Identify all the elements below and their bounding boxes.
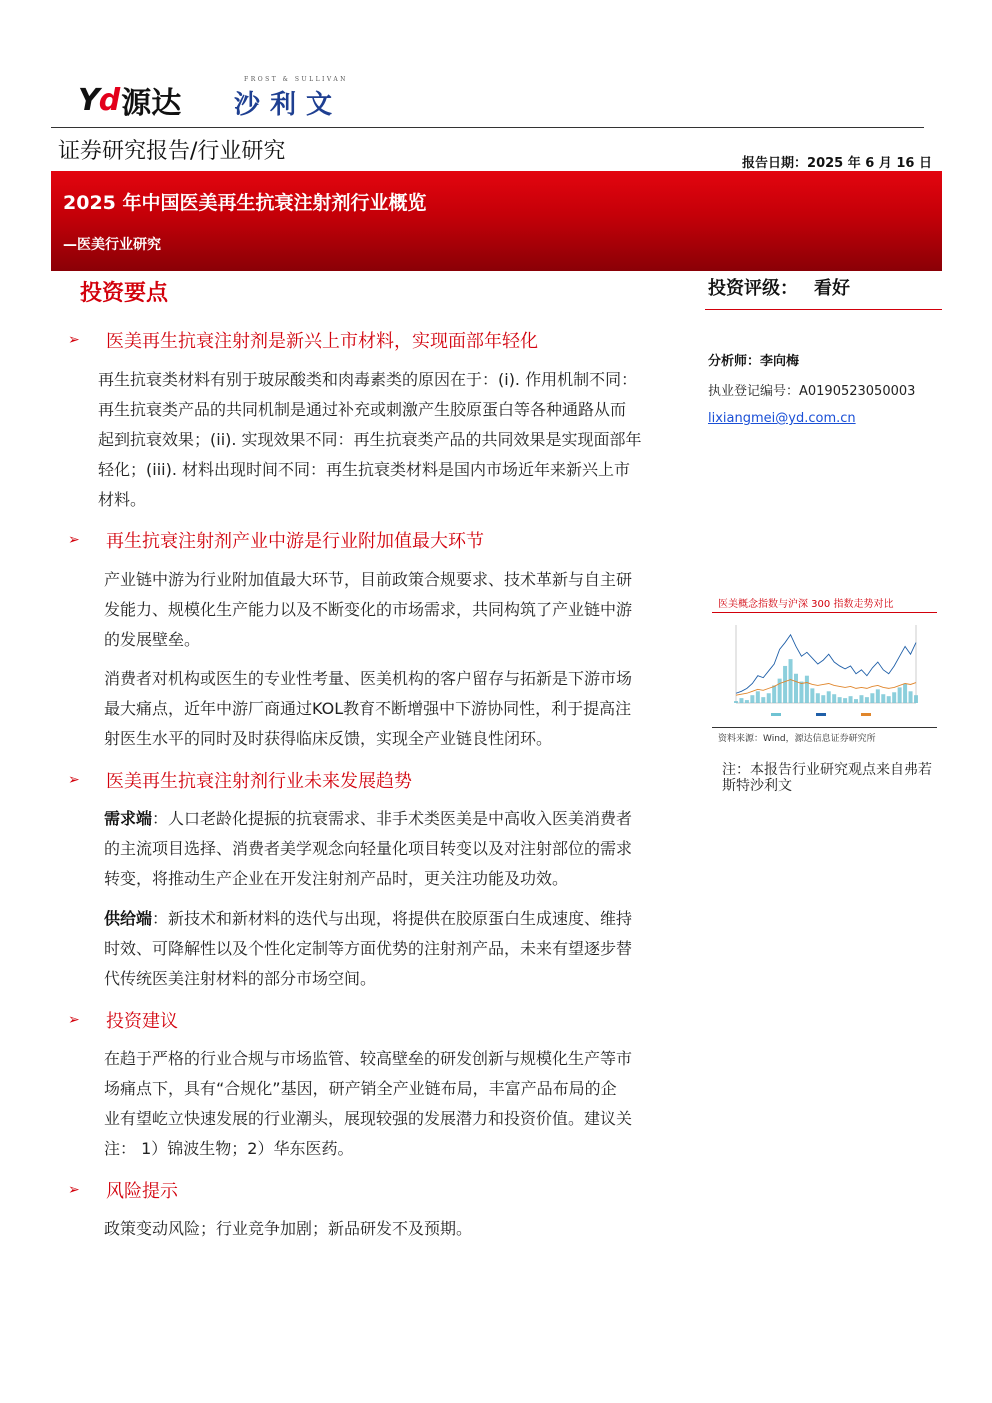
chart-area-bar [816, 693, 820, 703]
chart-area-bar [892, 692, 896, 703]
section-title-investment-highlights: 投资要点 [80, 281, 169, 306]
sidebar-note: 注：本报告行业研究观点来自弗若斯特沙利文 [722, 762, 932, 794]
chart-area-bar [881, 694, 885, 703]
paragraph-line [104, 904, 682, 934]
paragraph-line-text: ：人口老龄化提振的抗衰需求、非手术类医美是中高收入医美消费者 [152, 809, 633, 828]
chart-area-bar [876, 689, 880, 703]
paragraph-line: 产业链中游为行业附加值最大环节，目前政策合规要求、技术革新与自主研 [104, 570, 633, 589]
chart-area-bar [821, 695, 825, 703]
chart-area-bar [789, 659, 793, 703]
chart-area-bar [799, 682, 803, 703]
chart-area-bar [859, 695, 863, 703]
paragraph-line: 政策变动风险；行业竞争加剧；新品研发不及预期。 [104, 1219, 473, 1238]
arrow-bullet-icon: ➢ [68, 332, 80, 348]
frost-sullivan-logo-cn: 沙利文 [234, 90, 343, 120]
report-title: 2025 年中国医美再生抗衰注射剂行业概览 [63, 192, 427, 214]
report-type: 证券研究报告/行业研究 [58, 139, 286, 164]
bullet-heading [68, 527, 484, 553]
investment-rating [708, 274, 850, 300]
paragraph-line: 转变，将推动生产企业在开发注射剂产品时，更关注功能及功效。 [104, 869, 569, 888]
chart-area-bar [832, 694, 836, 703]
chart-area-bar [810, 688, 814, 703]
chart-area-bar [865, 697, 869, 703]
chart-area-bar [783, 666, 787, 703]
rating-value: 看好 [814, 278, 850, 299]
chart-area-bar [734, 701, 738, 703]
yuanda-logo-name: 源达 [121, 86, 182, 121]
chart-area-bar [794, 674, 798, 703]
chart-area-bar [761, 697, 765, 703]
analyst-license: 执业登记编号：A0190523050003 [708, 384, 916, 399]
chart-area-bar [772, 685, 776, 703]
bullet-heading [68, 327, 538, 353]
bullet-heading [68, 767, 412, 793]
bullet-heading-text: 再生抗衰注射剂产业中游是行业附加值最大环节 [106, 531, 484, 552]
index-comparison-chart [712, 593, 937, 744]
chart-area-bar [767, 693, 771, 703]
title-banner [51, 171, 942, 271]
rating-divider [705, 309, 942, 310]
bullet-heading-text: 医美再生抗衰注射剂行业未来发展趋势 [106, 771, 412, 792]
chart-source: 资料来源：Wind，源达信息证券研究所 [718, 734, 876, 744]
chart-area-bar [870, 693, 874, 703]
paragraph-line: 起到抗衰效果；(ii). 实现效果不同：再生抗衰类产品的共同效果是实现面部年 [98, 430, 642, 449]
paragraph-line [104, 804, 682, 834]
bullet-heading-text: 医美再生抗衰注射剂是新兴上市材料，实现面部年轻化 [106, 331, 538, 352]
paragraph-line: 代传统医美注射材料的部分市场空间。 [104, 969, 377, 988]
chart-area-bar [887, 696, 891, 703]
paragraph [104, 904, 682, 994]
demand-side-label: 需求端 [104, 809, 153, 828]
chart-area-bar [805, 676, 809, 703]
frost-sullivan-logo [226, 76, 366, 120]
chart-top-rule [712, 612, 937, 613]
paragraph-line: 发能力、规模化生产能力以及不断变化的市场需求，共同构筑了产业链中游 [104, 600, 633, 619]
bullet-heading [68, 1007, 178, 1033]
chart-area-bar [827, 691, 831, 703]
paragraph-line: 注： 1）锦波生物；2）华东医药。 [104, 1139, 354, 1158]
report-subtitle: —医美行业研究 [63, 237, 161, 253]
paragraph-line: 轻化；(iii). 材料出现时间不同：再生抗衰类材料是国内市场近年来新兴上市 [98, 460, 630, 479]
paragraph-line: 的发展壁垒。 [104, 630, 201, 649]
paragraph-line: 时效、可降解性以及个性化定制等方面优势的注射剂产品，未来有望逐步替 [104, 939, 633, 958]
chart-area-bar [750, 695, 754, 703]
chart-area-bar [745, 700, 749, 703]
chart-area-bar [838, 697, 842, 703]
chart-bottom-rule [712, 727, 937, 728]
paragraph-line: 射医生水平的同时及时获得临床反馈，实现全产业链良性闭环。 [104, 729, 553, 748]
paragraph-line-text: ：新技术和新材料的迭代与出现，将提供在胶原蛋白生成速度、维持 [152, 909, 633, 928]
paragraph-line: 最大痛点，近年中游厂商通过KOL教育不断增强中下游协同性，利于提高注 [104, 699, 632, 718]
paragraph-line: 场痛点下，具有“合规化”基因，研产销全产业链布局，丰富产品布局的企 [104, 1079, 617, 1098]
chart-area-bar [756, 691, 760, 703]
paragraph [98, 365, 682, 515]
chart-area-bar [778, 679, 782, 703]
paragraph [104, 565, 682, 655]
paragraph-line: 材料。 [98, 490, 147, 509]
header-divider [51, 127, 924, 128]
bullet-heading-text: 投资建议 [106, 1011, 178, 1032]
paragraph [104, 1044, 682, 1164]
legend-swatch [861, 713, 871, 716]
chart-plot [716, 615, 934, 725]
chart-area-bar [914, 695, 918, 703]
report-date: 报告日期：2025 年 6 月 16 日 [742, 156, 932, 171]
legend-swatch [816, 713, 826, 716]
yuanda-logo [78, 82, 182, 121]
paragraph [104, 664, 682, 754]
bullet-heading [68, 1177, 178, 1203]
arrow-bullet-icon: ➢ [68, 532, 80, 548]
chart-title: 医美概念指数与沪深 300 指数走势对比 [718, 599, 894, 610]
paragraph-line: 的主流项目选择、消费者美学观念向轻量化项目转变以及对注射部位的需求 [104, 839, 633, 858]
chart-area-bar [739, 698, 743, 703]
chart-area-bar [849, 696, 853, 703]
arrow-bullet-icon: ➢ [68, 772, 80, 788]
chart-area-bar [843, 698, 847, 703]
chart-area-bar [903, 684, 907, 704]
paragraph [104, 1214, 682, 1244]
yuanda-logo-mark: Yd [78, 82, 120, 118]
chart-background [716, 615, 934, 725]
analyst-email-link[interactable]: lixiangmei@yd.com.cn [708, 411, 856, 426]
legend-swatch [771, 713, 781, 716]
chart-area-bar [854, 699, 858, 703]
paragraph-line: 在趋于严格的行业合规与市场监管、较高壁垒的研发创新与规模化生产等市 [104, 1049, 633, 1068]
paragraph-line: 业有望屹立快速发展的行业潮头，展现较强的发展潜力和投资价值。建议关 [104, 1109, 633, 1128]
supply-side-label: 供给端 [104, 909, 153, 928]
arrow-bullet-icon: ➢ [68, 1012, 80, 1028]
frost-sullivan-logo-en: FROST & SULLIVAN [244, 76, 348, 83]
rating-label: 投资评级： [708, 278, 798, 299]
paragraph-line: 再生抗衰类材料有别于玻尿酸类和肉毒素类的原因在于：(i). 作用机制不同： [98, 370, 638, 389]
paragraph-line: 消费者对机构或医生的专业性考量、医美机构的客户留存与拓新是下游市场 [104, 669, 633, 688]
chart-area-bar [909, 691, 913, 703]
chart-area-bar [898, 687, 902, 703]
bullet-heading-text: 风险提示 [106, 1181, 178, 1202]
analyst-name: 分析师：李向梅 [708, 354, 800, 369]
paragraph [104, 804, 682, 894]
paragraph-line: 再生抗衰类产品的共同机制是通过补充或刺激产生胶原蛋白等各种通路从而 [98, 400, 627, 419]
arrow-bullet-icon: ➢ [68, 1182, 80, 1198]
